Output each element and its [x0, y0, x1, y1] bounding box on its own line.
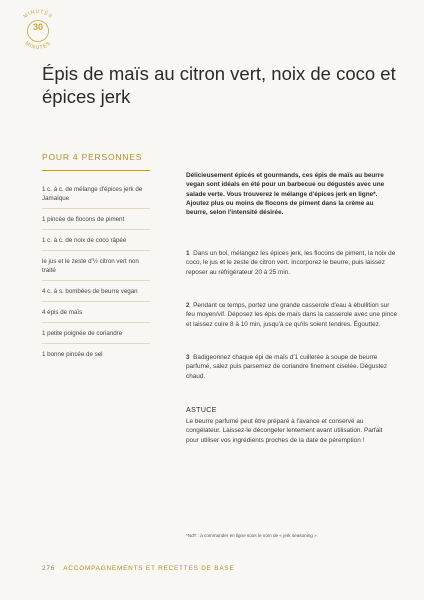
page-number: 276: [42, 565, 56, 572]
ingredient-item: 1 c. à c. de noix de coco râpée: [42, 234, 150, 251]
translator-footnote: *NdT : à commander en ligne sous le nom de « jerk seasoning ».: [186, 533, 318, 538]
step-number: 1: [186, 250, 190, 257]
ingredient-list: [42, 183, 150, 368]
badge-minutes-number: 30: [32, 22, 43, 32]
page-footer: [42, 565, 235, 572]
recipe-step: [186, 301, 398, 329]
ingredient-item: 1 pincée de flocons de piment: [42, 213, 150, 230]
step-number: 2: [186, 302, 190, 309]
badge-minutes-bottom: MINUTES: [23, 40, 53, 52]
ingredient-item: 1 bonne pincée de sel: [42, 351, 103, 358]
ingredient-item: 1 petite poignée de coriandre: [42, 327, 150, 344]
recipe-step: [186, 353, 398, 381]
ingredient-item: 1 c. à c. de mélange d'épices jerk de Jamaïque: [42, 183, 150, 209]
svg-text:MINUTES: [24, 40, 53, 51]
step-text: Dans un bol, mélangez les épices jerk, les flocons de piment, la noix de coco, le jus et le zeste de citron vert. Incorporez le beurre, puis laissez reposer au réfrigérateur 20 à 25 min.: [186, 250, 396, 276]
ingredient-item: 4 épis de maïs: [42, 306, 150, 323]
badge-minutes-top: MINUTES: [22, 8, 54, 21]
section-title: ACCOMPAGNEMENTS ET RECETTES DE BASE: [63, 565, 235, 572]
recipe-title: Épis de maïs au citron vert, noix de coco et épices jerk: [42, 63, 396, 107]
svg-text:MINUTES: [22, 9, 53, 20]
ingredient-item: 4 c. à s. bombées de beurre vegan: [42, 285, 150, 302]
servings-divider: [42, 170, 150, 171]
servings-label: POUR 4 PERSONNES: [42, 152, 143, 162]
tip-text: Le beurre parfumé peut être préparé à l'avance et conservé au congélateur. Laissez-le décongeler lentement avant utilisation. Parfait pour utiliser vos ingrédients proches de la date de péremption !: [186, 418, 383, 444]
ingredient-item: le jus et le zeste d'½ citron vert non traité: [42, 255, 150, 281]
step-text: Badigeonnez chaque épi de maïs d'1 cuillerée à soupe de beurre parfumé, salez puis parsemez de coriandre finement ciselée. Dégustez chaud.: [186, 354, 388, 380]
recipe-step: [186, 249, 398, 277]
tip-heading: ASTUCE: [186, 407, 217, 414]
step-text: Pendant ce temps, portez une grande casserole d'eau à ébullition sur feu moyen/vif. Déposez les épis de maïs dans la casserole avec une pince et laissez cuire 8 à 10 min, jusqu'à ce qu'ils soient tendres. Égouttez.: [186, 302, 398, 328]
recipe-intro: Délicieusement épicés et gourmands, ces épis de maïs au beurre vegan sont idéals en été pour un barbecue ou dégustés avec une salade verte. Vous trouverez le mélange d'épices jerk en ligne*. Ajoutez plus ou moins de flocons de piment dans la crème au beurre, selon l'intensité désirée.: [186, 172, 385, 217]
minutes-badge: [12, 5, 64, 57]
step-number: 3: [186, 354, 190, 361]
